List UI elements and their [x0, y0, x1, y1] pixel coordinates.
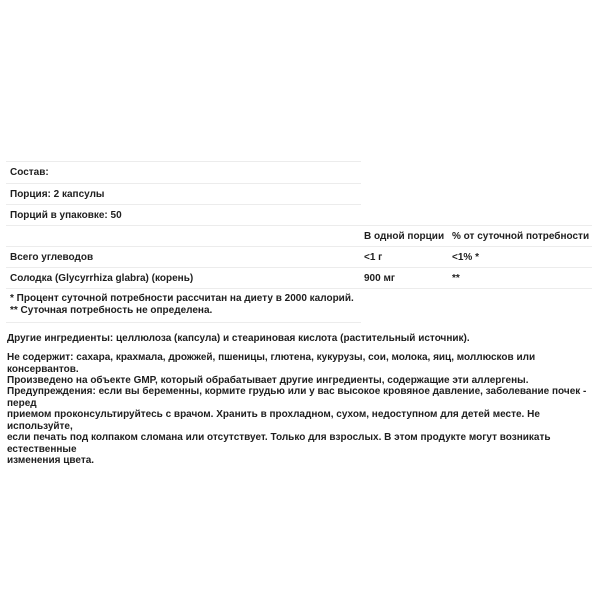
- warnings: [7, 386, 597, 467]
- gmp-facility-text: Произведено на объекте GMP, который обрабатывает другие ингредиенты, содержащие эти аллергены.: [7, 375, 529, 386]
- warning-line: Предупреждения: если вы беременны, кормите грудью или у вас высокое кровяное давление, заболевание почек - перед: [7, 386, 587, 409]
- does-not-contain-text: Не содержит: сахара, крахмала, дрожжей, пшеницы, глютена, кукурузы, сои, молока, яиц, моллюсков или консервантов.: [7, 352, 536, 375]
- table-header-row: [6, 225, 592, 246]
- nutrient-daily-value: **: [452, 273, 460, 284]
- divider: [6, 322, 361, 323]
- composition-row: [6, 161, 361, 182]
- warning-line: если печать под колпаком сломана или отсутствует. Только для взрослых. В этом продукте могут возникать естественные: [7, 432, 551, 455]
- table-row: [6, 267, 592, 288]
- allergen-info: [7, 352, 597, 387]
- divider: [6, 288, 592, 289]
- servings-per-container-label: Порций в упаковке: 50: [10, 210, 122, 221]
- column-header-amount: В одной порции: [364, 231, 445, 242]
- nutrient-daily-value: <1% *: [452, 252, 479, 263]
- nutrient-name: Солодка (Glycyrrhiza glabra) (корень): [10, 273, 194, 284]
- footnotes: [10, 293, 354, 317]
- other-ingredients: Другие ингредиенты: целлюлоза (капсула) и стеариновая кислота (растительный источник).: [7, 333, 470, 344]
- nutrient-amount: 900 мг: [364, 273, 396, 284]
- serving-size-label: Порция: 2 капсулы: [10, 189, 105, 200]
- table-row: [6, 246, 592, 267]
- column-header-daily-value: % от суточной потребности: [452, 231, 590, 242]
- servings-per-container-row: [6, 204, 361, 225]
- serving-size-row: [6, 183, 361, 204]
- warning-line: приемом проконсультируйтесь с врачом. Хранить в прохладном, сухом, недоступном для детей месте. Не используйте,: [7, 409, 540, 432]
- composition-label: Состав:: [10, 167, 49, 178]
- footnote-not-established: ** Суточная потребность не определена.: [10, 305, 213, 316]
- warning-line: изменения цвета.: [7, 455, 95, 466]
- nutrient-name: Всего углеводов: [10, 252, 94, 263]
- nutrient-amount: <1 г: [364, 252, 383, 263]
- footnote-daily-value: * Процент суточной потребности рассчитан на диету в 2000 калорий.: [10, 293, 354, 304]
